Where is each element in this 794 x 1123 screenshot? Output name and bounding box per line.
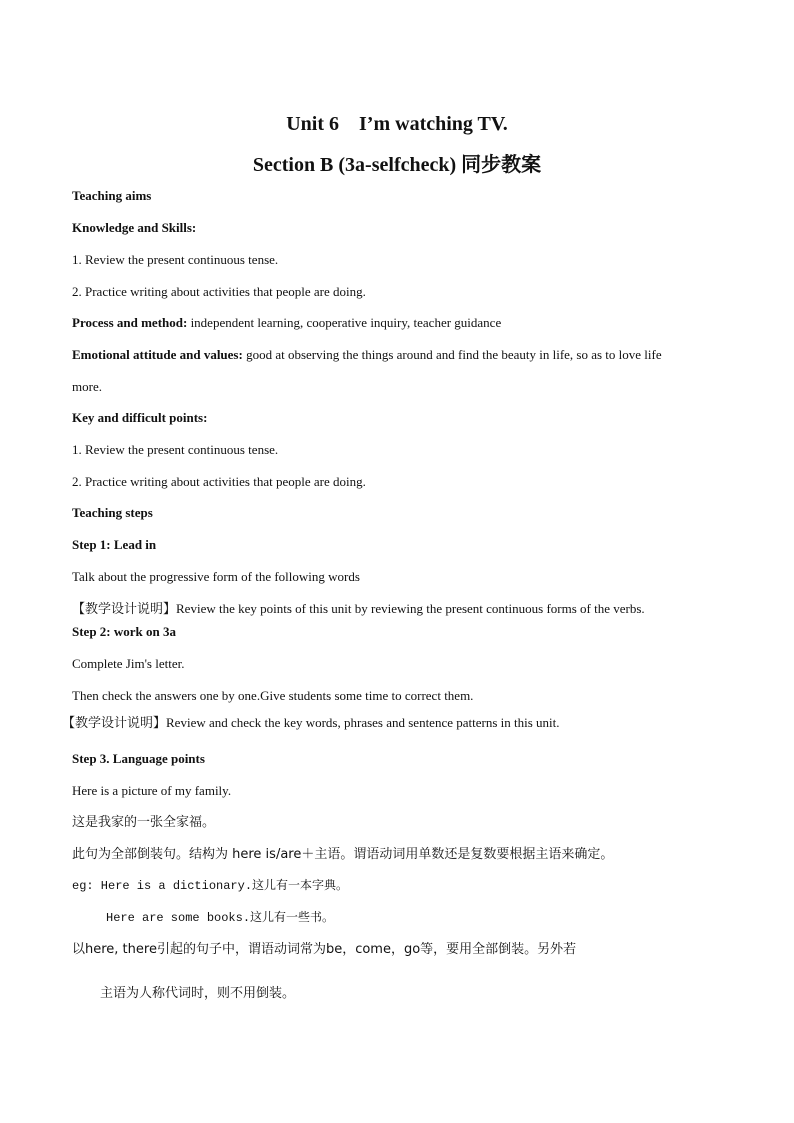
- step3-heading: Step 3. Language points: [72, 751, 205, 766]
- design-note-2-text: Review and check the key words, phrases and sentence patterns in this unit.: [166, 715, 560, 730]
- teaching-aims-heading: Teaching aims: [72, 188, 152, 203]
- language-point-rule: 以here, there引起的句子中，谓语动词常为be，come，go等，要用全部倒装。另外若: [72, 942, 577, 957]
- language-point-rule-continued: 主语为人称代词时，则不用倒装。: [100, 986, 296, 1001]
- example-1: eg: Here is a dictionary.这儿有一本字典。: [72, 879, 349, 893]
- design-note-1-text: Review the key points of this unit by reviewing the present continuous forms of the verbs.: [176, 601, 645, 616]
- emotional-attitude-text: good at observing the things around and find the beauty in life, so as to love life: [242, 347, 662, 362]
- example-2: Here are some books.这儿有一些书。: [106, 911, 335, 925]
- process-method-text: independent learning, cooperative inquiry, teacher guidance: [187, 315, 502, 330]
- teaching-steps-heading: Teaching steps: [72, 505, 153, 520]
- step2-text-1: Complete Jim's letter.: [72, 656, 185, 671]
- emotional-attitude-line: [72, 346, 662, 364]
- emotional-attitude-continued: more.: [72, 379, 102, 394]
- key-point-1: 1. Review the present continuous tense.: [72, 442, 279, 457]
- step1-text: Talk about the progressive form of the following words: [72, 569, 360, 584]
- design-note-1: [72, 600, 645, 619]
- step1-heading: Step 1: Lead in: [72, 537, 157, 552]
- design-note-2-tag: 【教学设计说明】: [62, 716, 167, 731]
- language-point-sentence: Here is a picture of my family.: [72, 783, 232, 798]
- design-note-1-tag: 【教学设计说明】: [72, 602, 177, 617]
- step2-text-2: Then check the answers one by one.Give students some time to correct them.: [72, 688, 474, 703]
- document-subtitle: Section B (3a-selfcheck) 同步教案: [252, 154, 542, 176]
- language-point-translation: 这是我家的一张全家福。: [72, 815, 216, 830]
- knowledge-skills-heading: Knowledge and Skills:: [72, 220, 197, 235]
- key-point-2: 2. Practice writing about activities that people are doing.: [72, 474, 366, 489]
- step2-heading: Step 2: work on 3a: [72, 624, 177, 639]
- design-note-2: [62, 714, 560, 733]
- emotional-attitude-label: Emotional attitude and values:: [72, 347, 243, 362]
- knowledge-item-1: 1. Review the present continuous tense.: [72, 252, 279, 267]
- process-method-label: Process and method:: [72, 315, 188, 330]
- knowledge-item-2: 2. Practice writing about activities that people are doing.: [72, 284, 366, 299]
- key-points-heading: Key and difficult points:: [72, 410, 208, 425]
- document-title: Unit 6 I’m watching TV.: [286, 113, 508, 135]
- language-point-explanation: 此句为全部倒装句。结构为 here is/are＋主语。谓语动词用单数还是复数要根据主语来确定。: [72, 847, 614, 862]
- process-method-line: [72, 314, 501, 332]
